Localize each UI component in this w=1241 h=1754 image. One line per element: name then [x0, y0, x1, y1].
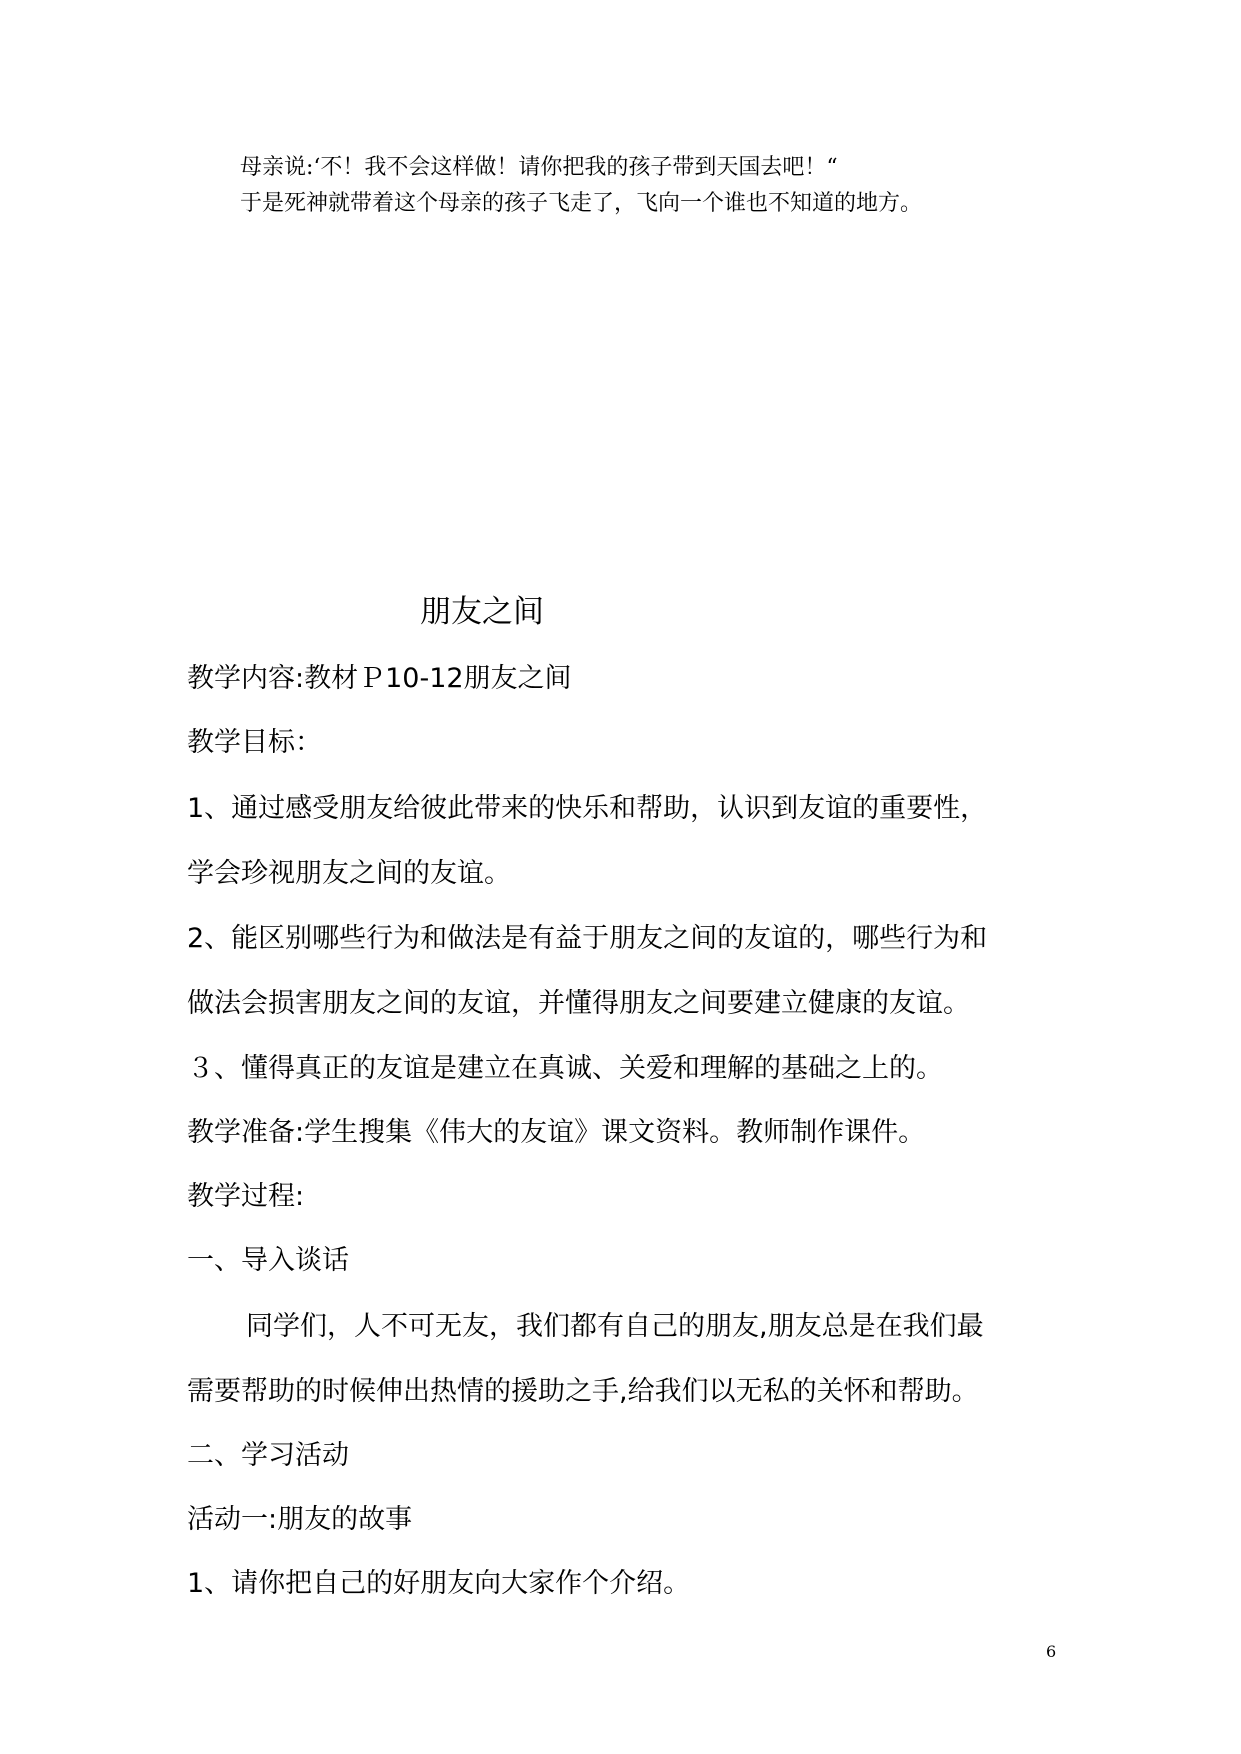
story-line-2: 于是死神就带着这个母亲的孩子飞走了，飞向一个谁也不知道的地方。 [240, 191, 923, 216]
lesson-prep: 教学准备:学生搜集《伟大的友谊》课文资料。教师制作课件。 [187, 1117, 926, 1148]
page-number: 6 [1046, 1642, 1057, 1661]
activity-1-item-1: 1、请你把自己的好朋友向大家作个介绍。 [187, 1568, 691, 1599]
goal-1-line-1: 1、通过感受朋友给彼此带来的快乐和帮助，认识到友谊的重要性， [187, 793, 988, 824]
lesson-content-line: 教学内容:教材Ｐ10-12朋友之间 [187, 663, 572, 694]
goal-2-line-2: 做法会损害朋友之间的友谊，并懂得朋友之间要建立健康的友谊。 [187, 988, 970, 1019]
section-1-paragraph-line-1: 同学们，人不可无友，我们都有自己的朋友,朋友总是在我们最 [246, 1311, 984, 1342]
goal-2-line-1: 2、能区别哪些行为和做法是有益于朋友之间的友谊的，哪些行为和 [187, 923, 988, 954]
section-1-heading: 一、导入谈话 [187, 1245, 349, 1276]
lesson-title: 朋友之间 [420, 594, 544, 630]
section-2-heading: 二、学习活动 [187, 1440, 349, 1471]
process-heading: 教学过程: [187, 1181, 305, 1212]
goal-3: ３、懂得真正的友谊是建立在真诚、关爱和理解的基础之上的。 [187, 1053, 943, 1084]
section-1-paragraph-line-2: 需要帮助的时候伸出热情的援助之手,给我们以无私的关怀和帮助。 [187, 1376, 979, 1407]
goals-heading: 教学目标： [187, 727, 322, 758]
activity-1-heading: 活动一:朋友的故事 [187, 1504, 413, 1535]
goal-1-line-2: 学会珍视朋友之间的友谊。 [187, 858, 511, 889]
story-line-1: 母亲说:‘不！我不会这样做！请你把我的孩子带到天国去吧！“ [240, 155, 838, 180]
